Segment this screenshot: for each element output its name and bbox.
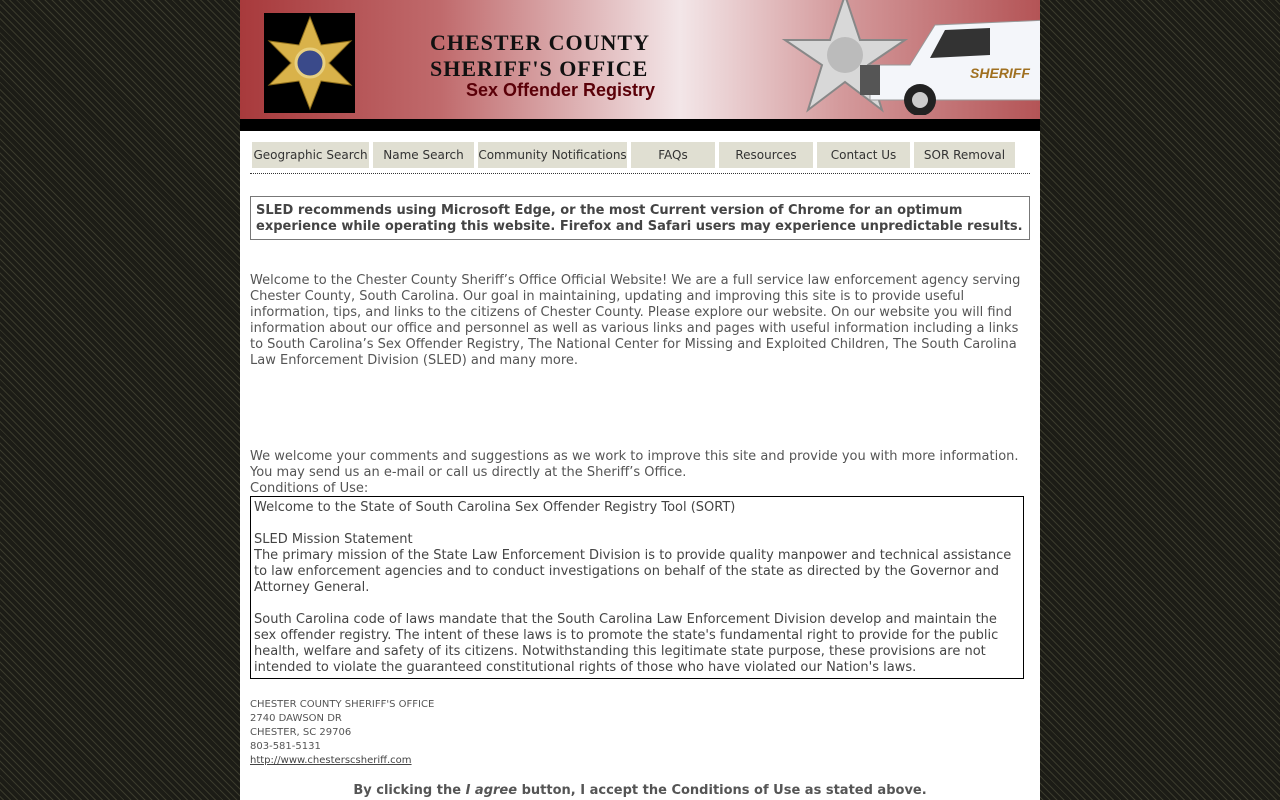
- office-website-link[interactable]: http://www.chesterscsheriff.com: [250, 755, 412, 766]
- site-title: CHESTER COUNTY SHERIFF'S OFFICE: [430, 30, 650, 81]
- nav-faqs[interactable]: FAQs: [631, 142, 715, 168]
- conditions-box: [250, 496, 1024, 679]
- main-nav: [252, 142, 1015, 168]
- divider: [250, 173, 1030, 174]
- site-subtitle: Sex Offender Registry: [465, 80, 655, 100]
- agree-em: I agree: [465, 783, 518, 798]
- nav-community-notifications[interactable]: Community Notifications: [478, 142, 627, 168]
- svg-text:SHERIFF: SHERIFF: [970, 65, 1030, 81]
- welcome-text: Welcome to the Chester County Sheriff’s Office Official Website! We are a full service law enforcement agency serving Chester County, South Carolina. Our goal in maintaining, updating and improving this site is to provide useful information, tips, and links to the citizens of Chester County. Please explore our website. On our website you will find information about our office and personnel as well as various links and pages with useful information including a links to South Carolina’s Sex Offender Registry, The National Center for Missing and Exploited Children, The South Carolina Law Enforcement Division (SLED) and many more.: [250, 273, 1021, 368]
- nav-geographic-search[interactable]: Geographic Search: [252, 142, 369, 168]
- sheriff-truck-image: [850, 10, 1040, 115]
- office-street: 2740 DAWSON DR: [250, 713, 342, 724]
- office-city: CHESTER, SC 29706: [250, 727, 352, 738]
- conditions-label: Conditions of Use:: [250, 481, 369, 496]
- agree-statement: [240, 783, 1040, 798]
- nav-resources[interactable]: Resources: [719, 142, 813, 168]
- conditions-intro: Welcome to the State of South Carolina Sex Offender Registry Tool (SORT): [254, 500, 736, 515]
- mission-text: The primary mission of the State Law Enforcement Division is to provide quality manpower and technical assistance to law enforcement agencies and to conduct investigations on behalf of the state as directed by the Governor and Attorney General.: [254, 548, 1012, 595]
- nav-contact-us[interactable]: Contact Us: [817, 142, 910, 168]
- office-name: CHESTER COUNTY SHERIFF'S OFFICE: [250, 699, 435, 710]
- browser-notice: SLED recommends using Microsoft Edge, or the most Current version of Chrome for an optimum experience while operating this website. Firefox and Safari users may experience unpredictable results.: [250, 196, 1030, 240]
- header-banner: [240, 0, 1040, 119]
- mission-title: SLED Mission Statement: [254, 532, 413, 547]
- office-phone: 803-581-5131: [250, 741, 321, 752]
- nav-name-search[interactable]: Name Search: [373, 142, 474, 168]
- agree-pre: By clicking the: [353, 783, 466, 798]
- address-block: [250, 698, 434, 768]
- comments-text: We welcome your comments and suggestions as we work to improve this site and provide you with more information. You may send us an e-mail or call us directly at the Sheriff’s Office.: [250, 449, 1019, 480]
- banner-bar: [240, 119, 1040, 131]
- agree-post: button, I accept the Conditions of Use as stated above.: [517, 783, 927, 798]
- nav-sor-removal[interactable]: SOR Removal: [914, 142, 1015, 168]
- sheriff-badge-logo: [264, 13, 355, 113]
- page: [240, 0, 1040, 800]
- law-text: South Carolina code of laws mandate that the South Carolina Law Enforcement Division develop and maintain the sex offender registry. The intent of these laws is to promote the state's fundamental right to provide for the public health, welfare and safety of its citizens. Notwithstanding this legitimate state purpose, these provisions are not intended to violate the guaranteed constitutional rights of those who have violated our Nation's laws.: [254, 612, 999, 675]
